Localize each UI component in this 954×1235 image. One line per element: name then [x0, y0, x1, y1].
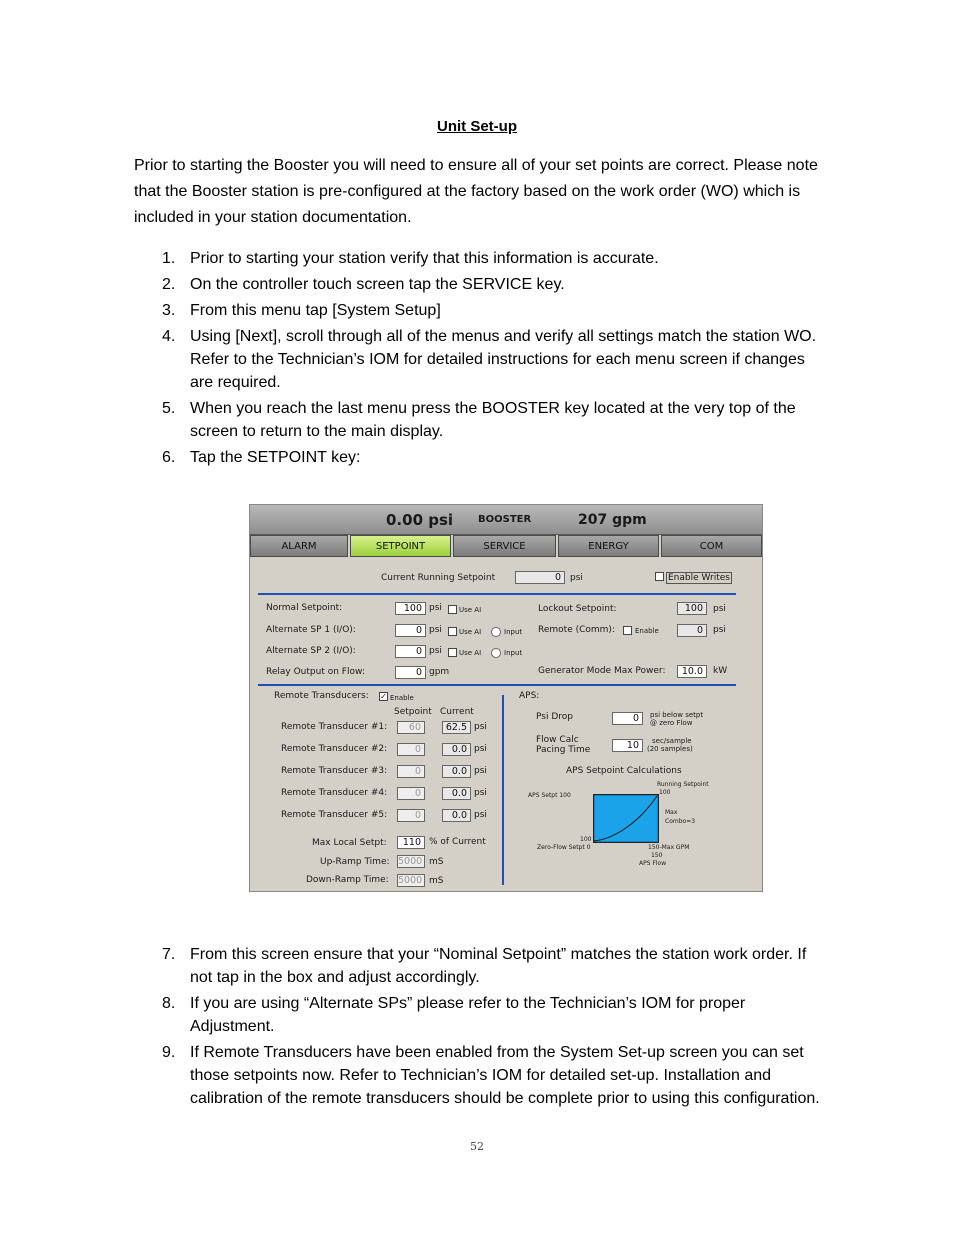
flow-calc-input[interactable]: 10: [612, 739, 643, 752]
remote-comm-checkbox[interactable]: [623, 626, 632, 635]
list-item-number: 9.: [162, 1044, 176, 1061]
list-item-number: 4.: [162, 328, 176, 345]
remote-transducer-current-value: 0.0: [442, 743, 471, 756]
aps-flow-label: APS Flow: [639, 860, 667, 867]
remote-transducer-label: Remote Transducer #2:: [281, 744, 388, 754]
remote-comm-label: Remote (Comm):: [538, 625, 615, 635]
generator-unit: kW: [713, 666, 728, 676]
current-running-label: Current Running Setpoint: [381, 573, 496, 583]
col-setpoint: Setpoint: [394, 707, 432, 717]
list-item: [134, 446, 824, 469]
remote-transducer-label: Remote Transducer #5:: [281, 810, 388, 820]
remote-transducer-unit: psi: [474, 722, 487, 732]
down-ramp-unit: mS: [429, 876, 444, 886]
generator-input[interactable]: 10.0: [677, 665, 707, 678]
flow-calc-label1: Flow Calc: [536, 735, 579, 745]
max-local-label: Max Local Setpt:: [312, 838, 387, 848]
alt-sp2-use-ai-checkbox[interactable]: [448, 648, 457, 657]
list-item: [134, 943, 824, 989]
up-ramp-input[interactable]: 5000: [397, 855, 425, 868]
current-running-unit: psi: [570, 573, 583, 583]
list-item: [134, 992, 824, 1038]
alt-sp1-use-ai-label: Use AI: [459, 628, 482, 636]
flow-calc-note1: sec/sample: [652, 737, 692, 745]
relay-output-label: Relay Output on Flow:: [266, 667, 365, 677]
remote-transducer-current-value: 0.0: [442, 809, 471, 822]
remote-transducer-setpoint-input[interactable]: 0: [397, 743, 425, 756]
aps-title: APS:: [519, 691, 540, 701]
divider-middle: [258, 684, 736, 686]
document-title: Unit Set-up: [437, 118, 517, 135]
enable-writes-label: Enable Writes: [668, 573, 730, 583]
alt-sp2-input[interactable]: 0: [395, 645, 426, 658]
aps-calc-title: APS Setpoint Calculations: [566, 766, 682, 776]
aps-curve-chart: [593, 794, 659, 843]
steps-list-1: [134, 247, 824, 472]
list-item-number: 6.: [162, 449, 176, 466]
remote-transducer-unit: psi: [474, 766, 487, 776]
psi-drop-label: Psi Drop: [536, 712, 573, 722]
remote-transducer-label: Remote Transducer #4:: [281, 788, 388, 798]
alt-sp1-input[interactable]: 0: [395, 624, 426, 637]
alt-sp2-label: Alternate SP 2 (I/O):: [266, 646, 356, 656]
remote-comm-enable: Enable: [635, 627, 659, 635]
remote-transducer-current-value: 0.0: [442, 787, 471, 800]
list-item: [134, 325, 824, 394]
remote-transducer-unit: psi: [474, 810, 487, 820]
list-item-text: If Remote Transducers have been enabled from the System Set-up screen you can set those setpoints now. Refer to Technician’s IOM for detailed set-up. Installation and calibration of the remote transducers should be complete prior to using this configuration.: [190, 1044, 820, 1107]
up-ramp-unit: mS: [429, 857, 444, 867]
list-item: [134, 397, 824, 443]
remote-transducer-current-value: 62.5: [442, 721, 471, 734]
remote-transducer-label: Remote Transducer #3:: [281, 766, 388, 776]
header-pressure: 0.00 psi: [386, 511, 454, 529]
list-item-text: If you are using “Alternate SPs” please refer to the Technician’s IOM for proper Adjustment.: [190, 995, 746, 1035]
remote-transducer-label: Remote Transducer #1:: [281, 722, 388, 732]
remote-transducers-label: Remote Transducers:: [274, 691, 369, 701]
lockout-label: Lockout Setpoint:: [538, 604, 617, 614]
divider-vertical: [502, 695, 504, 885]
steps-list-2: [134, 943, 824, 1113]
tab-setpoint[interactable]: SETPOINT: [350, 535, 451, 557]
up-ramp-label: Up-Ramp Time:: [320, 857, 390, 867]
normal-setpoint-input[interactable]: 100: [395, 602, 426, 615]
generator-label: Generator Mode Max Power:: [538, 666, 666, 676]
alt-sp1-use-ai-checkbox[interactable]: [448, 627, 457, 636]
hmi-setpoint-screen: [249, 504, 763, 892]
psi-drop-note1: psi below setpt: [650, 711, 704, 719]
alt-sp1-label: Alternate SP 1 (I/O):: [266, 625, 356, 635]
col-current: Current: [440, 707, 474, 717]
remote-transducer-setpoint-input[interactable]: 0: [397, 809, 425, 822]
list-item-number: 3.: [162, 302, 176, 319]
running-setpoint-label: Running Setpoint: [657, 781, 709, 788]
normal-use-ai-checkbox[interactable]: [448, 605, 457, 614]
list-item: [134, 299, 824, 322]
aps-y-min: 100: [580, 836, 592, 843]
remote-transducer-setpoint-input[interactable]: 0: [397, 765, 425, 778]
list-item-text: Prior to starting your station verify that this information is accurate.: [190, 250, 659, 267]
alt-sp1-input-radio[interactable]: [491, 627, 501, 637]
alt-sp2-input-label: Input: [504, 649, 523, 657]
max-gpm-label: 150-Max GPM: [648, 844, 690, 851]
alt-sp2-input-radio[interactable]: [491, 648, 501, 658]
list-item: [134, 273, 824, 296]
hmi-header-bar: [250, 505, 762, 535]
list-item-text: From this screen ensure that your “Nominal Setpoint” matches the station work order. If not tap in the box and adjust accordingly.: [190, 946, 807, 986]
list-item-number: 5.: [162, 400, 176, 417]
max-combo-1: Max: [665, 809, 678, 816]
list-item-number: 1.: [162, 250, 176, 267]
alt-sp1-unit: psi: [429, 625, 442, 635]
intro-paragraph: Prior to starting the Booster you will need to ensure all of your set points are correct. Please note that the Booster station is pre-configured at the factory based on the work order (WO) which is included in your station documentation.: [134, 157, 818, 226]
alt-sp2-use-ai-label: Use AI: [459, 649, 482, 657]
psi-drop-input[interactable]: 0: [612, 712, 643, 725]
list-item-number: 8.: [162, 995, 176, 1012]
remote-transducer-setpoint-input[interactable]: 60: [397, 721, 425, 734]
remote-transducer-current-value: 0.0: [442, 765, 471, 778]
list-item-text: Using [Next], scroll through all of the menus and verify all settings match the station WO. Refer to the Technician’s IOM for detailed instructions for each menu screen if changes are required.: [190, 328, 817, 391]
down-ramp-label: Down-Ramp Time:: [306, 875, 389, 885]
tab-energy[interactable]: ENERGY: [558, 535, 659, 557]
list-item-text: Tap the SETPOINT key:: [190, 449, 361, 466]
list-item-number: 7.: [162, 946, 176, 963]
divider-top: [258, 593, 736, 595]
tab-com[interactable]: COM: [661, 535, 762, 557]
zero-flow-label: Zero-Flow Setpt 0: [537, 844, 591, 851]
list-item-number: 2.: [162, 276, 176, 293]
list-item: [134, 1041, 824, 1110]
remote-transducer-setpoint-input[interactable]: 0: [397, 787, 425, 800]
max-combo-2: Combo=3: [665, 818, 696, 825]
flow-calc-label2: Pacing Time: [536, 745, 591, 755]
remote-transducer-unit: psi: [474, 788, 487, 798]
normal-setpoint-unit: psi: [429, 603, 442, 613]
relay-output-unit: gpm: [429, 667, 450, 677]
remote-comm-input[interactable]: 0: [677, 624, 707, 637]
list-item: [134, 247, 824, 270]
current-running-value: 0: [515, 571, 565, 584]
booster-key[interactable]: BOOSTER: [478, 514, 532, 525]
aps-setpt-label: APS Setpt 100: [528, 792, 571, 799]
normal-use-ai-label: Use AI: [459, 606, 482, 614]
tab-service[interactable]: SERVICE: [453, 535, 556, 557]
max-local-unit: % of Current: [429, 837, 486, 847]
alt-sp2-unit: psi: [429, 646, 442, 656]
remote-transducer-unit: psi: [474, 744, 487, 754]
header-flow: 207 gpm: [578, 512, 647, 528]
alt-sp1-input-label: Input: [504, 628, 523, 636]
running-setpoint-value: 100: [659, 789, 671, 796]
remote-transducers-enable: Enable: [390, 694, 414, 702]
relay-output-input[interactable]: 0: [395, 666, 426, 679]
flow-calc-note2: (20 samples): [647, 745, 693, 753]
list-item-text: On the controller touch screen tap the SERVICE key.: [190, 276, 565, 293]
down-ramp-input[interactable]: 5000: [397, 874, 425, 887]
psi-drop-note2: @ zero Flow: [650, 719, 693, 727]
max-local-input[interactable]: 110: [397, 836, 425, 849]
normal-setpoint-label: Normal Setpoint:: [266, 603, 343, 613]
list-item-text: When you reach the last menu press the BOOSTER key located at the very top of the screen to return to the main display.: [190, 400, 796, 440]
aps-x-max: 150: [651, 852, 663, 859]
lockout-input[interactable]: 100: [677, 602, 707, 615]
remote-comm-unit: psi: [713, 625, 726, 635]
page-number: 52: [470, 1140, 484, 1153]
tab-alarm[interactable]: ALARM: [250, 535, 348, 557]
enable-writes-checkbox[interactable]: [655, 572, 664, 581]
hmi-tab-bar: [250, 535, 762, 559]
lockout-unit: psi: [713, 604, 726, 614]
aps-chart-area: [594, 795, 659, 843]
remote-transducers-checkbox[interactable]: ✓: [380, 692, 387, 701]
list-item-text: From this menu tap [System Setup]: [190, 302, 441, 319]
